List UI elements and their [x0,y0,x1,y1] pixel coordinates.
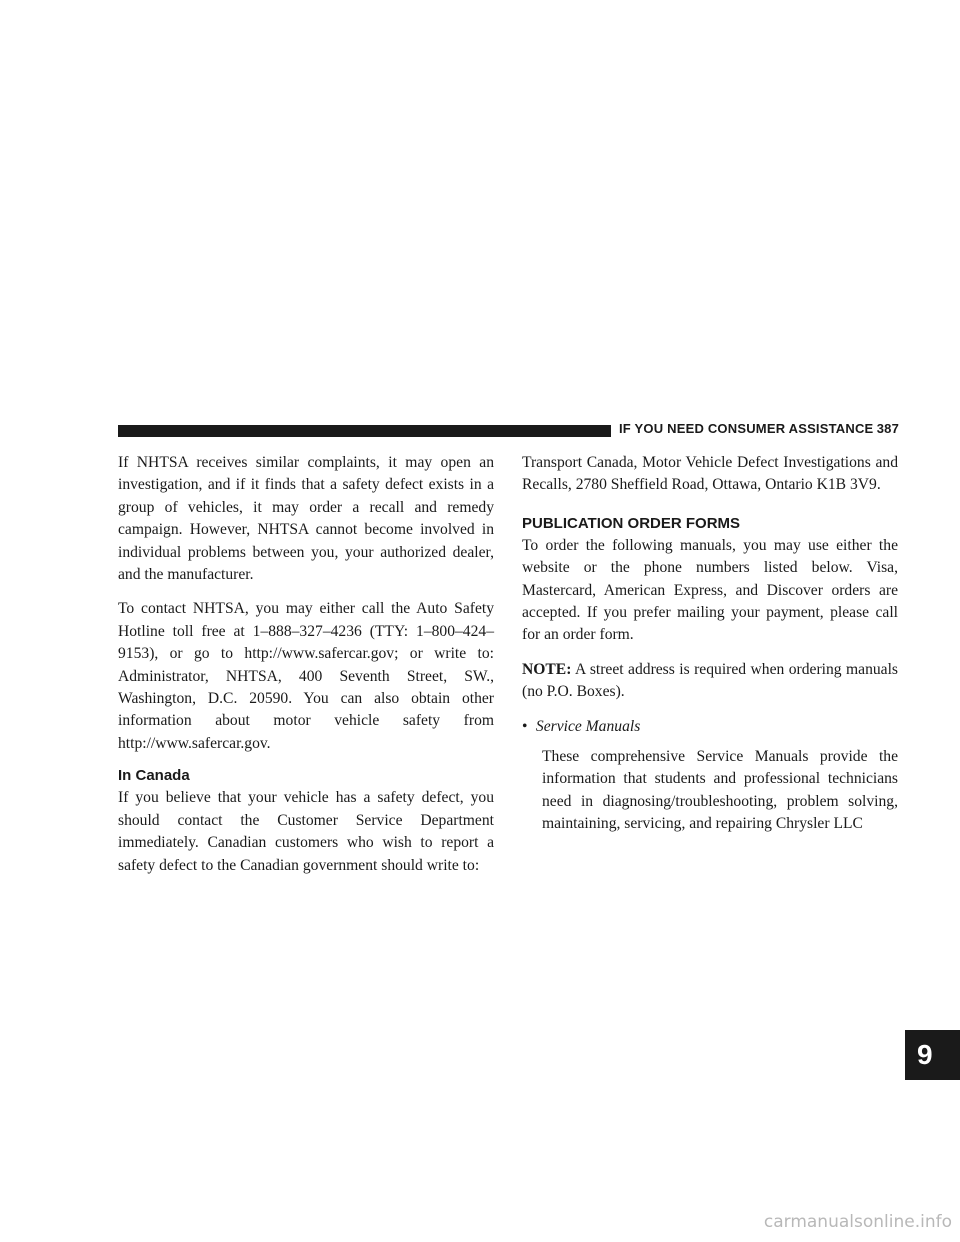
right-column [522,452,898,848]
bullet-icon: • [522,717,528,735]
canada-heading: In Canada [118,767,190,785]
section-title: IF YOU NEED CONSUMER ASSISTANCE [619,421,874,436]
chapter-tab [905,1030,960,1080]
note-text: A street address is required when ordering manuals (no P.O. Boxes). [522,660,898,701]
chapter-number: 9 [917,1039,933,1070]
nhtsa-complaints-paragraph: If NHTSA receives similar complaints, it may open an investigation, and if it finds that a safety defect exists in a group of vehicles, it may order a recall and remedy campaign. However, NHTSA cannot become involved in individual problems between you, your authorized dealer, and the manufacturer. [118,454,494,584]
note-label: NOTE: [522,660,572,678]
canada-paragraph: If you believe that your vehicle has a safety defect, you should contact the Customer Service Department immediately. Canadian customers who wish to report a safety defect to the Canadian government should write to: [118,789,494,874]
ordering-paragraph: To order the following manuals, you may use either the website or the phone numbers listed below. Visa, Mastercard, American Express, and Discover orders are accepted. If you prefer mailing your payment, please call for an order form. [522,536,898,644]
transport-canada-paragraph: Transport Canada, Motor Vehicle Defect Investigations and Recalls, 2780 Sheffield Road, Ottawa, Ontario K1B 3V9. [522,454,898,494]
running-head [619,421,899,436]
header-rule [118,425,611,437]
nhtsa-contact-paragraph: To contact NHTSA, you may either call the Auto Safety Hotline toll free at 1–888–327–4236 (TTY: 1–800–424– 9153), or go to http://www.safercar.gov; or write to: Administrator, NHTSA, 400 Seventh Street, SW., Washington, D.C. 20590. You can also obtain other information about motor vehicle safety from http://www.safercar.gov. [118,600,494,752]
publication-heading: PUBLICATION ORDER FORMS [522,514,741,532]
bullet-label: Service Manuals [535,717,641,735]
note-paragraph [522,659,898,704]
left-column [118,452,494,889]
service-manuals-bullet [522,716,898,738]
page-number: 387 [876,421,899,436]
watermark: carmanualsonline.info [763,1212,952,1232]
service-manuals-paragraph: These comprehensive Service Manuals provide the information that students and professional technicians need in diagnosing/troubleshooting, problem solving, maintaining, servicing, and repairing Chrysler LLC [542,748,898,833]
